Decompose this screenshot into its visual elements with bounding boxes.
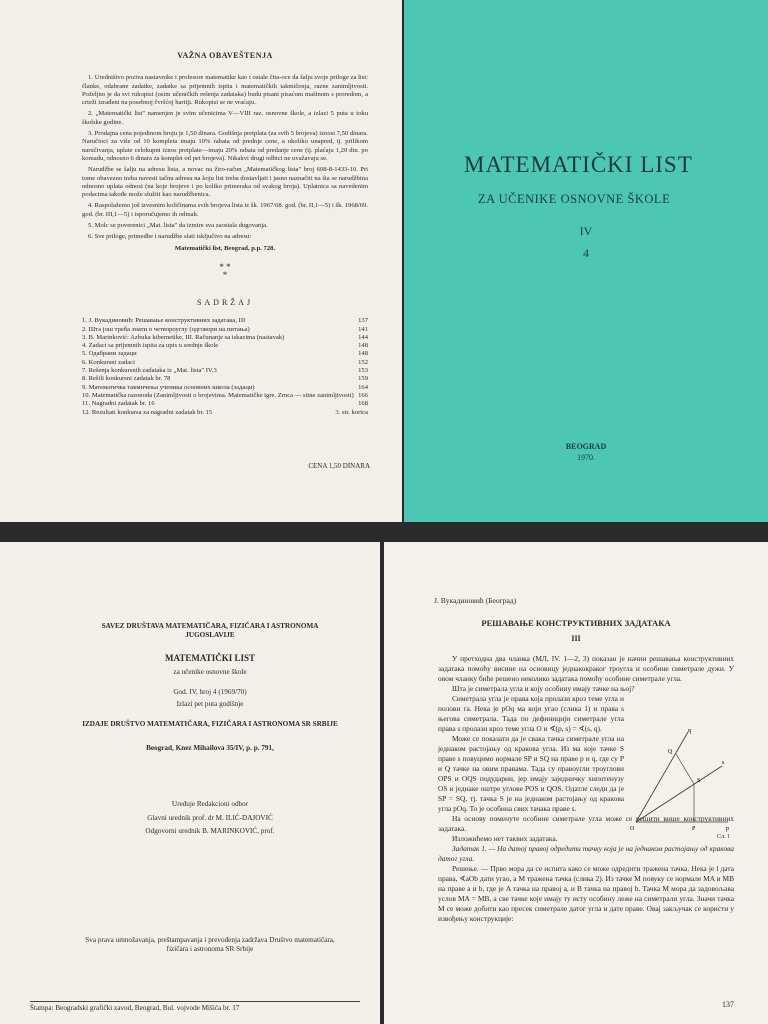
contents-item-page: 168 [358,400,368,408]
contents-item-page: 3. str. korica [335,408,368,416]
contents-item-page: 164 [358,383,368,391]
cover-city: BEOGRAD [565,442,607,451]
contents-item-page: 148 [358,350,368,358]
contents-item-page: 141 [358,325,368,333]
printer-line: Štampa: Beogradski grafički zavod, Beograd, Bul. vojvode Mišića br. 17 [30,1004,240,1012]
publisher-header: SAVEZ DRUŠTAVA MATEMATIČARA, FIZIČARA I ASTRONOMA JUGOSLAVIJE [101,622,319,639]
article-part: III [571,634,581,643]
contents-item-title: 1. J. Вукадиновић: Решавање конструктивних задатака, III [82,317,246,325]
cover-volume: IV [579,224,593,238]
cover-title: MATEMATIČKI LIST [464,152,693,177]
label-P: P [692,826,696,832]
label-O: O [630,826,635,832]
issue-label: God. IV, broj 4 (1969/70) [173,688,247,696]
contents-item-title: 11. Nagradni zadatak br. 16 [82,400,155,408]
figure-caption: Сл. 1 [717,834,730,840]
article-paragraph: Задатак 1. — На датој правој одредити тачку која је на једнаком растојању од кракова датог угла. [438,844,734,863]
figure-1 [630,726,734,840]
imprint-title: MATEMATIČKI LIST [165,653,255,663]
notices-heading: VAŽNA OBAVEŠTENJA [177,51,273,60]
contents-item[interactable] [82,359,368,367]
cover-year: 1970. [577,453,595,462]
notice-paragraph: 1. Uredništvo poziva nastavnike i profesore matematike kao i ostale čita-oce da šalju svoje priloge za list: članke, odabrane zadatke, zadatke sa prijemnih ispita i matematičkih takmičenja, razne zanimljivosti. Poželjno je da svi rukopisi (osim učeničkih rešenja zadataka) budu pisani pisaćom mašinom s proredom, a crteži izrađeni na posebnoj čvršćoj hartiji. Rukopisi se ne vraćaju. [82,74,368,107]
imprint-page [0,542,380,1024]
footer-rule [30,1001,360,1002]
article-paragraph: На основу поменуте особине симетрале угла може се решити више конструктивних задатака. [438,814,734,833]
imprint-subtitle: za učenike osnovne škole [173,668,247,676]
contents-item-page: 159 [358,375,368,383]
notice-paragraph: 6. Sve priloge, primedbe i narudžbe slati isključivo na adresu: [88,233,252,241]
notice-paragraph: 4. Raspolažemo još izvesnim količinama svih brojeva lista iz šk. 1967/68. god. (br. II,1—5) i šk. 1968/69. god. (br. III,1—5) i isporučujemo ih odmah. [82,202,368,218]
notice-paragraph: 5. Molc se poverenici „Mat. lista" da izmire sva zaostala dugovanja. [88,222,268,230]
editorial-board: Uređuje Redakcioni odbor [171,800,249,808]
notice-paragraph: Narudžbe se šalju na adresu lista, a novac na žiro-račun „Matematičkog lista" broj 608-8-1433-10. Pri tome obavezno treba navesti tačnu adresu na koju list treba dostavljati i jasno naznačiti na šta se narudžbina odnosno uplata odnosi (na koje brojeve i po koliko primeraka od svakog broja). Uplatnica sa navedenim podacima takođe može služiti kao narudžbenica. [82,166,368,199]
price-label: CENA 1,50 DINARA [308,462,370,470]
article-paragraph: Решење. — Прво мора да се испита како се може одредити тражена тачка. Нека је l дата права, ∢aOb дати угао, а M тражена тачка (слика 2). Из тачке M повуку се нормале MA и MB на праве a и b, где је A тачка на правој a, и B тачка на правој b. Тачка M мора да задовољава услов MA = MB, а све тачке које имају ту исту особину леже на симетрали угла. Значи тачка M се може добити као пресек симетрале датог угла и дате праве. Овај закључак се користи у извођењу конструкције: [438,864,734,923]
mailing-address: Matematički list, Beograd, p.p. 728. [174,244,276,252]
contents-item[interactable] [82,342,368,350]
article-paragraph: Изложићемо нет таквих задатака. [452,834,558,843]
contents-list [82,317,368,417]
angle-bisector-diagram [630,726,734,836]
article-paragraph: Може се показати да је свака тачка симетрале угла на једнаком растојању од кракова угла. Из ма које тачке S праве s повуцимо нормале SP и SQ на праве p и q, где су P и Q тачке на овим правама. Тада су правоугли троуглови OPS и OQS подударни, јер имају заједничку хипотенузу OS и једнаке оштре углове POS и QOS. Одатле следи да је SP = SQ, тј. тачка S је на једнаком растојању од кракова угла pOq. То је особина свих тачака праве s. [438,734,624,813]
label-p: p [726,826,729,832]
contents-item[interactable] [82,400,368,408]
contents-item-page: 144 [358,333,368,341]
label-q: q [688,728,691,734]
label-s: s [722,760,725,766]
contents-item-title: 8. Rešili konkursni zadatak br. 78 [82,375,171,383]
contents-heading: SADRŽAJ [196,297,254,307]
contents-item-title: 2. Шта још треба знати о четвороуглу (одговори на питања) [82,325,250,333]
frequency-label: Izlazi pet puta godišnje [176,700,244,708]
label-S: S [697,778,701,784]
article-paragraph: У претходна два чланка (МЛ, IV. 1—2, 3) показан је начин решавања конструктивних задатака помоћу висине на основицу једнакокраког троугла и особине симетрале дужи. У овом чланку биће решено неколико задатака помоћу особине симетрале угла. [438,654,734,683]
contents-item[interactable] [82,317,368,325]
notices-page [0,0,402,522]
contents-item[interactable] [82,384,368,392]
contents-item-title: 9. Математичка такмичења ученика основних школа (задаци) [82,383,255,391]
contents-item-title: 5. Одабрани задаци [82,350,137,358]
contents-item[interactable] [82,392,368,400]
contents-item-page: 137 [358,317,368,325]
contents-item-title: 4. Zadaci sa prijemnih ispita za upis u srednje škole [82,342,219,350]
contents-item-page: 148 [358,342,368,350]
contents-item-title: 3. B. Marinković: Azbuka kibernetike, III. Računanje sa iskazima (nastavak) [82,333,285,341]
editor-in-chief: Glavni urednik prof. dr M. ILIĆ-DAJOVIĆ [147,814,273,822]
publisher-label: IZDAJE DRUŠTVO MATEMATIČARA, FIZIČARA I ASTRONOMA SR SRBIJE [82,720,338,728]
contents-item[interactable] [82,326,368,334]
cover-number: 4 [583,246,589,260]
contents-item[interactable] [82,375,368,383]
contents-item-page: 166 [358,391,368,399]
page-number: 137 [722,1000,734,1009]
contents-item-title: 7. Rešenja konkursnih zadataka iz „Mat. lista" IV.3 [82,367,217,375]
article-paragraph: Симетрала угла је права која пролази кроз теме угла и полови га. Нека је pOq ма који угао (слика 1) и права s његова симетрала. Тада по дефиницији симетрале угла права s пролази кроз теме угла O и ∢(p, s) = ∢(s, q). [438,694,624,733]
publisher-address: Beograd, Knez Mihailova 35/IV, p. p. 791, [146,744,274,752]
article-paragraph: Шта је симетрала угла и коју особину имају тачке на њој? [452,684,635,693]
contents-item-title: 10. Matematička razonoda (Zanimljivosti o brojevima. Matematičke igre. Zrnca — sitne zanimljivosti) [82,391,354,399]
contents-item[interactable] [82,367,368,375]
managing-editor: Odgovorni urednik B. MARINKOVIĆ, prof. [145,827,275,835]
cover-subtitle: ZA UČENIKE OSNOVNE ŠKOLE [478,192,671,206]
rights-notice: Sva prava umnožavanja, preštampavanja i prevođenja zadržava Društvo matematičara, fizičara i astronoma SR Srbije [85,936,335,953]
notice-paragraph: 2. „Matematički list" namenjen je svim učenicima V—VIII raz. osnovne škole, a izlazi 5 puta u toku školske godine. [82,110,368,126]
contents-item-page: 153 [358,367,368,375]
contents-item[interactable] [82,350,368,358]
label-Q: Q [668,749,673,755]
divider-stars: * * * [219,261,231,280]
article-page [384,542,768,1024]
contents-item-page: 152 [358,358,368,366]
notice-paragraph: 3. Prodajna cena pojedinom broju je 1,50 dinara. Godišnja pretplata (za svih 5 brojeva) iznosi 7,50 dinara. Naručioci za više od 10 kompleta imaju 10% rabata od prednje cene, a ukoliko unapred, tj. prilikom naručivanja, uplate celokupni iznos pretplate—imaju 20% rabata od predanje cene (tj. plaćaju 1,20 din. po komadu, odnosno 6 dinara za komplet od pet brojeva). Nikakvi drugi odbici ne uvažavaju se. [82,130,368,162]
contents-item[interactable] [82,334,368,342]
cover-page [404,0,768,522]
contents-item[interactable] [82,409,368,417]
contents-item-title: 12. Rezultati konkursa za nagradni zadatak br. 15 [82,408,213,416]
contents-item-title: 6. Konkursni zadaci [82,358,135,366]
article-title: РЕШАВАЊЕ КОНСТРУКТИВНИХ ЗАДАТАКА [481,618,671,628]
article-author: J. Вукадиновић (Београд) [434,596,517,605]
